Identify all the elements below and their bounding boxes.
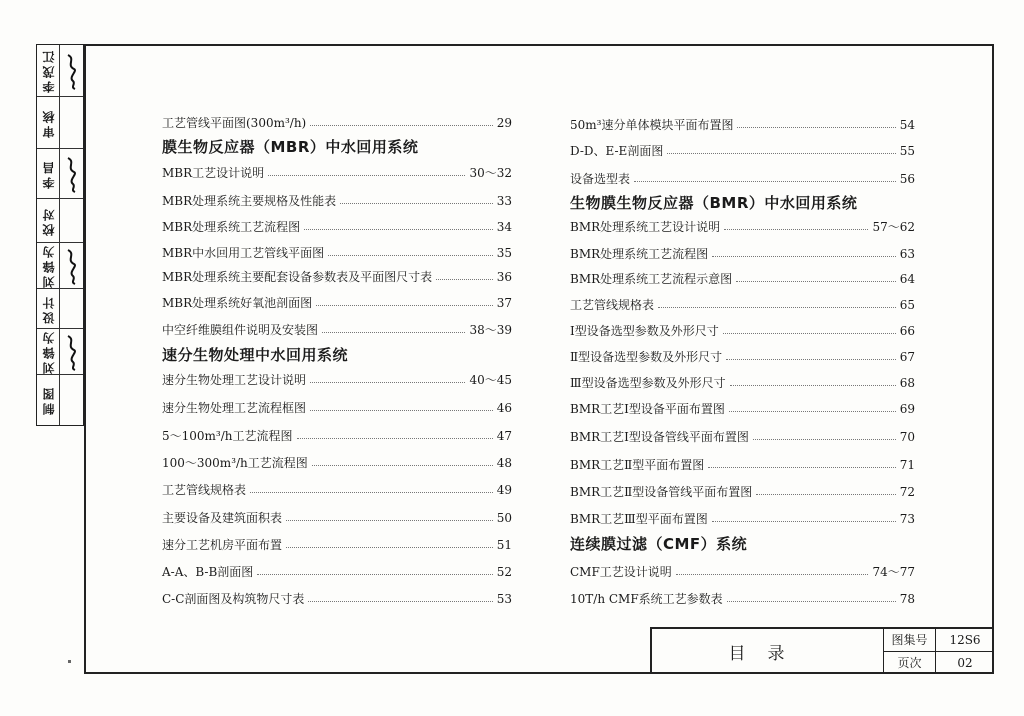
dot-leader bbox=[708, 467, 895, 468]
toc-entry[interactable] bbox=[570, 563, 915, 581]
strip-signature bbox=[60, 375, 83, 425]
strip-cell bbox=[37, 289, 83, 329]
strip-label-text: 刘锋为 bbox=[41, 243, 56, 288]
toc-entry-page: 54 bbox=[899, 118, 915, 132]
toc-entry-title: BMR处理系统工艺流程示意图 bbox=[570, 272, 733, 286]
dot-leader bbox=[667, 153, 895, 154]
dot-leader bbox=[310, 410, 493, 411]
toc-entry[interactable] bbox=[162, 371, 512, 389]
toc-entry-page: 71 bbox=[899, 458, 915, 472]
handwritten-signature-icon bbox=[64, 154, 80, 194]
strip-cell bbox=[37, 149, 83, 199]
toc-entry-page: 34 bbox=[496, 220, 512, 234]
page-number-label: 页次 bbox=[884, 652, 936, 675]
section-heading: 速分生物处理中水回用系统 bbox=[162, 346, 349, 364]
strip-cell bbox=[37, 45, 83, 97]
toc-entry-title: BMR处理系统工艺流程图 bbox=[570, 247, 709, 261]
dot-leader bbox=[257, 574, 492, 575]
toc-entry-page: 56 bbox=[899, 172, 915, 186]
strip-signature bbox=[60, 329, 83, 374]
toc-entry-page: 53 bbox=[496, 592, 512, 606]
toc-entry-page: 51 bbox=[496, 538, 512, 552]
toc-entry-title: MBR中水回用工艺管线平面图 bbox=[162, 246, 325, 260]
toc-entry-page: 63 bbox=[899, 247, 915, 261]
dot-leader bbox=[723, 333, 896, 334]
toc-entry-title: 主要设备及建筑面积表 bbox=[162, 511, 283, 525]
strip-label-text: 制图 bbox=[41, 385, 56, 415]
toc-entry-page: 73 bbox=[899, 512, 915, 526]
toc-entry-title: 工艺管线平面图(300m³/h) bbox=[162, 116, 307, 130]
toc-entry-title: 工艺管线规格表 bbox=[570, 298, 655, 312]
section-heading: 生物膜生物反应器（BMR）中水回用系统 bbox=[570, 194, 858, 212]
dot-leader bbox=[729, 411, 896, 412]
strip-label bbox=[37, 375, 60, 425]
toc-entry-page: 55 bbox=[899, 144, 915, 158]
strip-label bbox=[37, 199, 60, 242]
toc-entry-page: 64 bbox=[899, 272, 915, 286]
toc-entry-title: Ⅱ型设备选型参数及外形尺寸 bbox=[570, 350, 723, 364]
dot-leader bbox=[726, 359, 896, 360]
strip-signature bbox=[60, 45, 83, 96]
toc-entry-title: 10T/h CMF系统工艺参数表 bbox=[570, 592, 723, 606]
toc-entry[interactable] bbox=[162, 399, 512, 417]
toc-entry-title: 速分工艺机房平面布置 bbox=[162, 538, 283, 552]
toc-entry-title: MBR处理系统主要配套设备参数表及平面图尺寸表 bbox=[162, 270, 433, 284]
dot-leader bbox=[436, 279, 493, 280]
dot-leader bbox=[676, 574, 869, 575]
dot-leader bbox=[310, 125, 492, 126]
title-block bbox=[650, 627, 994, 674]
strip-cell bbox=[37, 243, 83, 289]
toc-entry-title: C-C剖面图及构筑物尺寸表 bbox=[162, 592, 305, 606]
strip-signature bbox=[60, 289, 83, 328]
strip-signature bbox=[60, 97, 83, 148]
toc-entry[interactable] bbox=[162, 563, 512, 581]
dot-leader bbox=[658, 307, 896, 308]
toc-entry[interactable] bbox=[162, 427, 512, 445]
toc-entry-page: 70 bbox=[899, 430, 915, 444]
toc-entry-title: 设备选型表 bbox=[570, 172, 631, 186]
dot-leader bbox=[322, 332, 465, 333]
toc-entry[interactable] bbox=[162, 454, 512, 472]
toc-entry[interactable] bbox=[570, 322, 915, 340]
toc-entry-page: 69 bbox=[899, 402, 915, 416]
dot-leader bbox=[310, 382, 465, 383]
atlas-number-value: 12S6 bbox=[936, 629, 994, 652]
strip-label bbox=[37, 243, 60, 288]
toc-entry-title: 5～100m³/h工艺流程图 bbox=[162, 429, 293, 443]
toc-entry[interactable] bbox=[162, 481, 512, 499]
dot-leader bbox=[712, 521, 896, 522]
dot-leader bbox=[737, 127, 895, 128]
page-number-value: 02 bbox=[957, 655, 973, 670]
toc-entry[interactable] bbox=[570, 348, 915, 366]
toc-entry[interactable] bbox=[570, 483, 915, 501]
toc-entry-page: 72 bbox=[899, 485, 915, 499]
toc-entry-title: BMR工艺Ⅰ型设备平面布置图 bbox=[570, 402, 725, 416]
toc-entry-page: 74～77 bbox=[872, 565, 915, 579]
strip-label-text: 李昌 bbox=[41, 158, 56, 189]
toc-entry-page: 40～45 bbox=[469, 373, 512, 387]
toc-entry-page: 50 bbox=[496, 511, 512, 525]
section-heading: 膜生物反应器（MBR）中水回用系统 bbox=[162, 138, 419, 156]
toc-entry-title: BMR处理系统工艺设计说明 bbox=[570, 220, 721, 234]
strip-cell bbox=[37, 375, 83, 425]
toc-entry-title: MBR处理系统好氧池剖面图 bbox=[162, 296, 313, 310]
toc-entry-page: 37 bbox=[496, 296, 512, 310]
toc-entry[interactable] bbox=[570, 510, 915, 528]
dot-leader bbox=[297, 438, 493, 439]
toc-entry[interactable] bbox=[570, 245, 915, 263]
toc-entry-title: 速分生物处理工艺设计说明 bbox=[162, 373, 307, 387]
toc-entry[interactable] bbox=[162, 192, 512, 210]
strip-label bbox=[37, 289, 60, 328]
toc-entry-page: 30～32 bbox=[469, 166, 512, 180]
toc-entry[interactable] bbox=[162, 536, 512, 554]
dot-leader bbox=[724, 229, 868, 230]
toc-entry[interactable] bbox=[162, 164, 512, 182]
handwritten-signature-icon bbox=[64, 51, 80, 91]
toc-entry[interactable] bbox=[162, 590, 512, 608]
dot-leader bbox=[308, 601, 492, 602]
toc-entry-page: 38～39 bbox=[469, 323, 512, 337]
toc-entry[interactable] bbox=[162, 294, 512, 312]
toc-entry[interactable] bbox=[162, 321, 512, 339]
toc-entry-title: BMR工艺Ⅰ型设备管线平面布置图 bbox=[570, 430, 749, 444]
dot-leader bbox=[736, 281, 896, 282]
strip-label-text: 李茂江 bbox=[41, 48, 56, 93]
dot-leader bbox=[328, 255, 493, 256]
toc-entry-title: MBR处理系统工艺流程图 bbox=[162, 220, 301, 234]
strip-label bbox=[37, 97, 60, 148]
corner-mark bbox=[68, 660, 71, 663]
toc-entry[interactable] bbox=[570, 400, 915, 418]
toc-entry-title: 50m³速分单体模块平面布置图 bbox=[570, 118, 734, 132]
handwritten-signature-icon bbox=[64, 246, 80, 286]
toc-entry-page: 68 bbox=[899, 376, 915, 390]
dot-leader bbox=[316, 305, 493, 306]
toc-entry[interactable] bbox=[570, 590, 915, 608]
toc-entry-title: A-A、B-B剖面图 bbox=[162, 565, 254, 579]
toc-entry-title: CMF工艺设计说明 bbox=[570, 565, 672, 579]
handwritten-signature-icon bbox=[64, 332, 80, 372]
dot-leader bbox=[250, 492, 493, 493]
toc-entry-page: 48 bbox=[496, 456, 512, 470]
toc-entry-title: D-D、E-E剖面图 bbox=[570, 144, 664, 158]
toc-entry[interactable] bbox=[162, 268, 512, 286]
toc-entry[interactable] bbox=[162, 244, 512, 262]
toc-entry-page: 78 bbox=[899, 592, 915, 606]
toc-entry[interactable] bbox=[570, 116, 915, 134]
toc-entry-page: 65 bbox=[899, 298, 915, 312]
toc-entry[interactable] bbox=[162, 509, 512, 527]
toc-entry-page: 67 bbox=[899, 350, 915, 364]
strip-cell bbox=[37, 97, 83, 149]
strip-signature bbox=[60, 149, 83, 198]
toc-entry-page: 29 bbox=[496, 116, 512, 130]
dot-leader bbox=[712, 256, 896, 257]
dot-leader bbox=[730, 385, 896, 386]
atlas-number-label: 图集号 bbox=[884, 629, 936, 652]
toc-entry[interactable] bbox=[570, 428, 915, 446]
toc-entry-page: 52 bbox=[496, 565, 512, 579]
dot-leader bbox=[634, 181, 896, 182]
strip-label bbox=[37, 45, 60, 96]
strip-cell bbox=[37, 329, 83, 375]
toc-entry-title: 速分生物处理工艺流程框图 bbox=[162, 401, 307, 415]
toc-entry-title: BMR工艺Ⅲ型平面布置图 bbox=[570, 512, 708, 526]
dot-leader bbox=[268, 175, 465, 176]
strip-signature bbox=[60, 243, 83, 288]
signature-strip bbox=[36, 44, 84, 426]
toc-entry[interactable] bbox=[570, 456, 915, 474]
toc-entry-page: 47 bbox=[496, 429, 512, 443]
strip-label-text: 校对 bbox=[41, 205, 56, 236]
toc-entry[interactable] bbox=[570, 218, 915, 236]
title-block-title: 目录 bbox=[652, 629, 884, 674]
strip-label-text: 审核 bbox=[41, 107, 56, 138]
toc-entry[interactable] bbox=[570, 142, 915, 160]
dot-leader bbox=[286, 520, 493, 521]
toc-entry-title: MBR工艺设计说明 bbox=[162, 166, 265, 180]
dot-leader bbox=[286, 547, 493, 548]
strip-signature bbox=[60, 199, 83, 242]
toc-entry[interactable] bbox=[570, 170, 915, 188]
toc-entry-title: MBR处理系统主要规格及性能表 bbox=[162, 194, 337, 208]
toc-entry-page: 57～62 bbox=[872, 220, 915, 234]
dot-leader bbox=[312, 465, 493, 466]
toc-entry-title: 工艺管线规格表 bbox=[162, 483, 247, 497]
strip-label-text: 设计 bbox=[41, 293, 56, 324]
toc-entry-title: Ⅲ型设备选型参数及外形尺寸 bbox=[570, 376, 726, 390]
toc-entry-title: 中空纤维膜组件说明及安装图 bbox=[162, 323, 319, 337]
toc-entry[interactable] bbox=[570, 270, 915, 288]
toc-entry-title: Ⅰ型设备选型参数及外形尺寸 bbox=[570, 324, 719, 338]
toc-entry-title: 100～300m³/h工艺流程图 bbox=[162, 456, 308, 470]
strip-label-text: 刘锋为 bbox=[41, 329, 56, 374]
strip-label bbox=[37, 149, 60, 198]
toc-entry[interactable] bbox=[570, 374, 915, 392]
strip-cell bbox=[37, 199, 83, 243]
toc-entry-title: BMR工艺Ⅱ型设备管线平面布置图 bbox=[570, 485, 753, 499]
toc-entry[interactable] bbox=[162, 218, 512, 236]
section-heading: 连续膜过滤（CMF）系统 bbox=[570, 535, 748, 553]
toc-entry-page: 66 bbox=[899, 324, 915, 338]
toc-entry-title: BMR工艺Ⅱ型平面布置图 bbox=[570, 458, 705, 472]
toc-entry-page: 36 bbox=[496, 270, 512, 284]
dot-leader bbox=[340, 203, 493, 204]
toc-entry-page: 46 bbox=[496, 401, 512, 415]
toc-entry[interactable] bbox=[570, 296, 915, 314]
dot-leader bbox=[727, 601, 896, 602]
strip-label bbox=[37, 329, 60, 374]
toc-entry-page: 35 bbox=[496, 246, 512, 260]
toc-entry-page: 33 bbox=[496, 194, 512, 208]
dot-leader bbox=[756, 494, 895, 495]
dot-leader bbox=[753, 439, 896, 440]
dot-leader bbox=[304, 229, 493, 230]
toc-entry[interactable] bbox=[162, 114, 512, 132]
toc-entry-page: 49 bbox=[496, 483, 512, 497]
